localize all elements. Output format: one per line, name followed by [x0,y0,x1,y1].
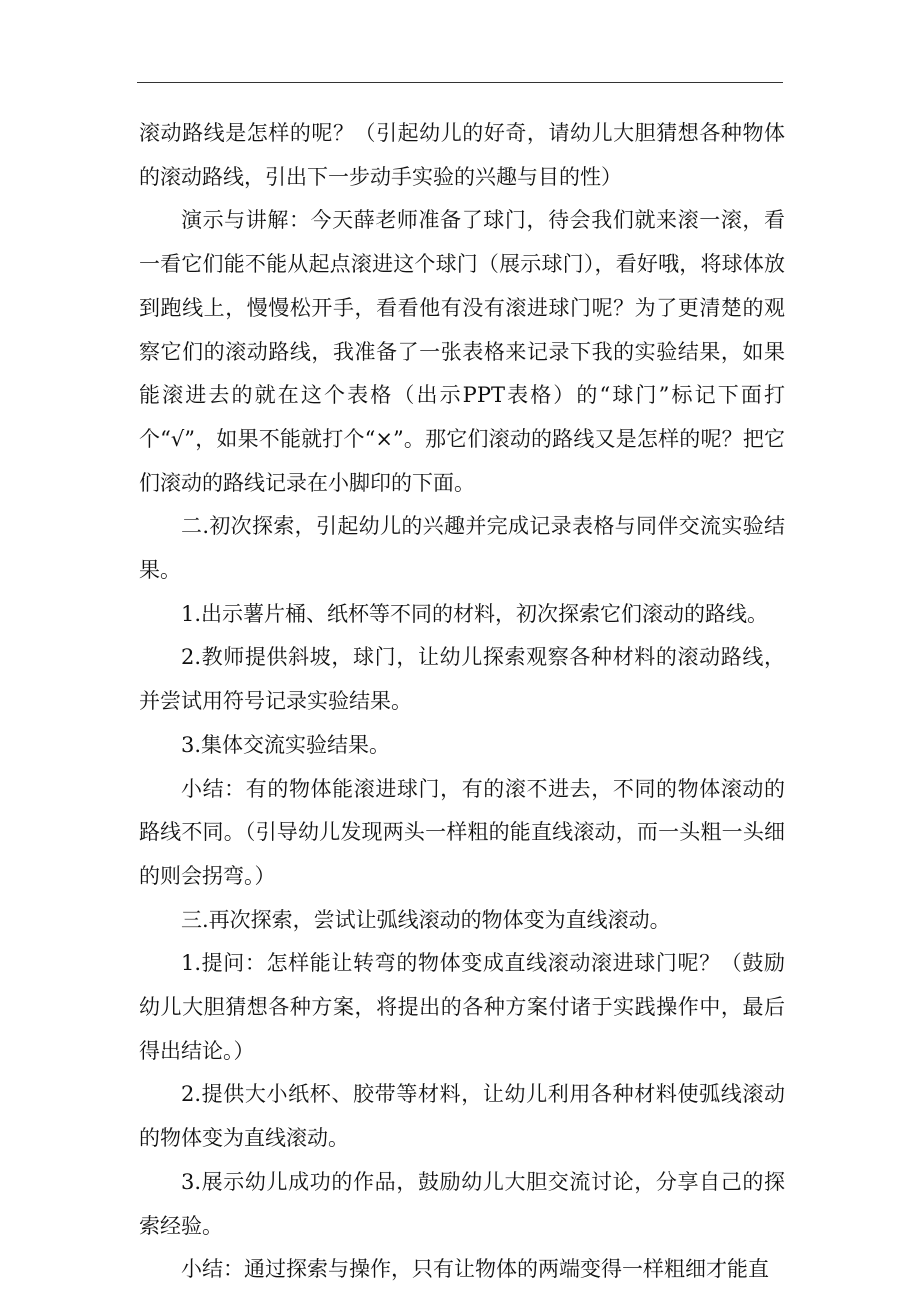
paragraph-11: 3.展示幼儿成功的作品，鼓励幼儿大胆交流讨论，分享自己的探索经验。 [139,1169,785,1238]
paragraph-3: 二.初次探索，引起幼儿的兴趣并完成记录表格与同伴交流实验结果。 [139,514,785,583]
paragraph-9: 1.提问：怎样能让转弯的物体变成直线滚动滚进球门呢？（鼓励幼儿大胆猜想各种方案，将提出的各种方案付诸于实践操作中，最后得出结论。） [139,951,785,1063]
paragraph-6: 3.集体交流实验结果。 [181,732,391,757]
paragraph-8: 三.再次探索，尝试让弧线滚动的物体变为直线滚动。 [181,907,671,932]
paragraph-2: 演示与讲解：今天薛老师准备了球门，待会我们就来滚一滚，看一看它们能不能从起点滚进这个球门（展示球门），看好哦，将球体放到跑线上，慢慢松开手，看看他有没有滚进球门呢？为了更清楚的观察它们的滚动路线，我准备了一张表格来记录下我的实验结果，如果能滚进去的就在这个表格（出示PPT表格）的“球门”标记下面打个“√”，如果不能就打个“×”。那它们滚动的路线又是怎样的呢？把它们滚动的路线记录在小脚印的下面。 [139,208,785,495]
paragraph-7: 小结：有的物体能滚进球门，有的滚不进去，不同的物体滚动的路线不同。（引导幼儿发现两头一样粗的能直线滚动，而一头粗一头细的则会拐弯。） [139,776,785,888]
header-rule [137,82,783,83]
paragraph-10: 2.提供大小纸杯、胶带等材料，让幼儿利用各种材料使弧线滚动的物体变为直线滚动。 [139,1082,785,1151]
paragraph-5: 2.教师提供斜坡，球门，让幼儿探索观察各种材料的滚动路线，并尝试用符号记录实验结果。 [139,645,785,714]
document-body [139,112,785,1292]
paragraph-4: 1.出示薯片桶、纸杯等不同的材料，初次探索它们滚动的路线。 [181,601,769,626]
paragraph-12: 小结：通过探索与操作，只有让物体的两端变得一样粗细才能直 [181,1257,769,1282]
paragraph-1: 滚动路线是怎样的呢？（引起幼儿的好奇，请幼儿大胆猜想各种物体的滚动路线，引出下一步动手实验的兴趣与目的性） [139,121,785,189]
